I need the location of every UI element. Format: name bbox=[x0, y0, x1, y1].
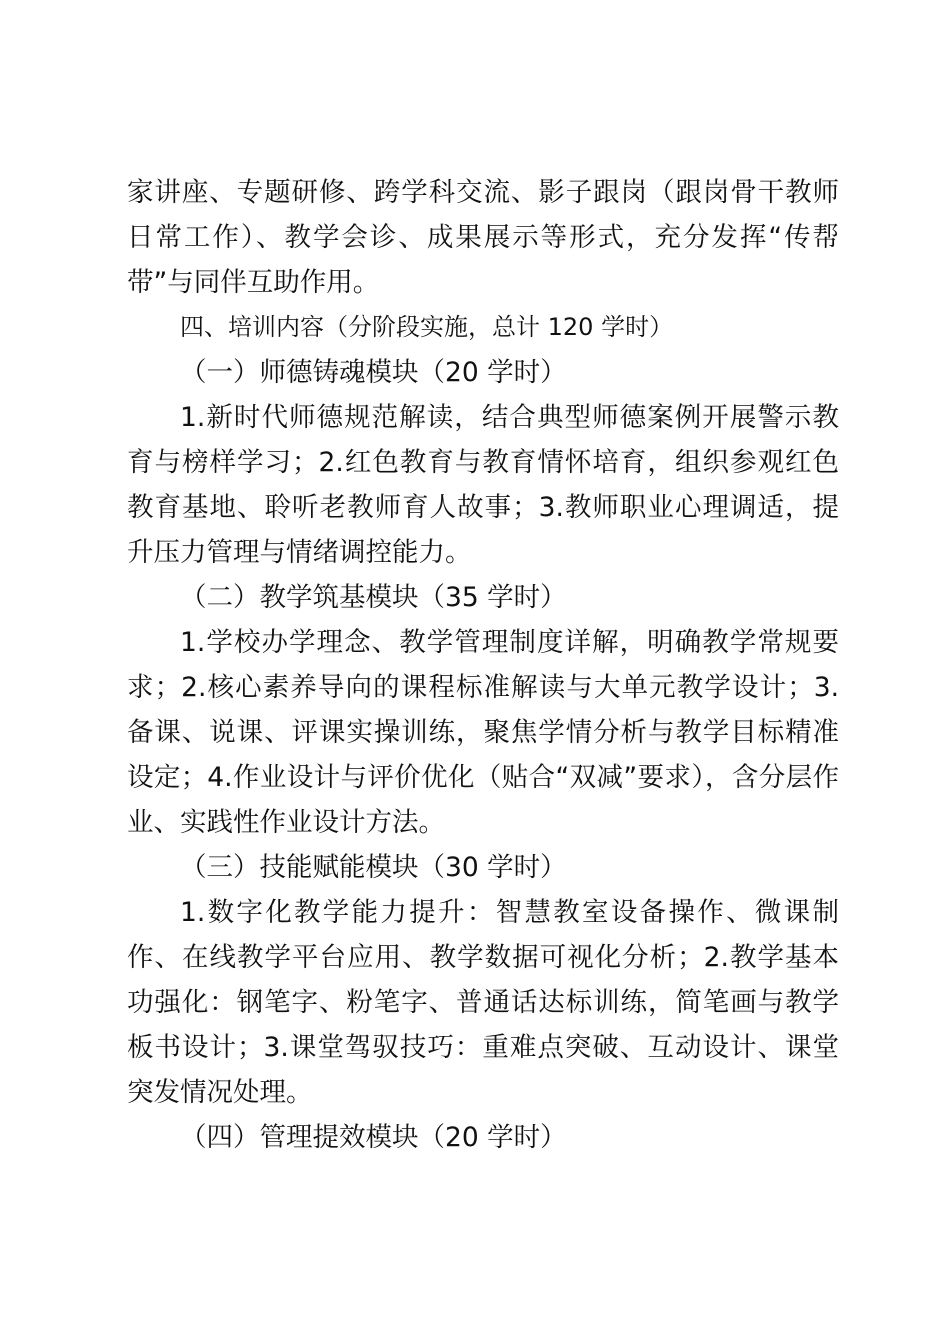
paragraph-skills-content: 1.数字化教学能力提升：智慧教室设备操作、微课制作、在线教学平台应用、教学数据可视化分析；2.教学基本功强化：钢笔字、粉笔字、普通话达标训练，简笔画与教学板书设计；3.课堂驾驭技巧：重难点突破、互动设计、课堂突发情况处理。 bbox=[127, 897, 839, 1108]
paragraph-ethics-content: 1.新时代师德规范解读，结合典型师德案例开展警示教育与榜样学习；2.红色教育与教育情怀培育，组织参观红色教育基地、聆听老教师育人故事；3.教师职业心理调适，提升压力管理与情绪调控能力。 bbox=[127, 402, 839, 568]
module-heading-management: （四）管理提效模块（20 学时） bbox=[180, 1122, 567, 1153]
document-body bbox=[127, 170, 839, 1160]
paragraph-teaching-content: 1.学校办学理念、教学管理制度详解，明确教学常规要求；2.核心素养导向的课程标准解读与大单元教学设计；3.备课、说课、评课实操训练，聚焦学情分析与教学目标精准设定；4.作业设计与评价优化（贴合“双减”要求），含分层作业、实践性作业设计方法。 bbox=[127, 627, 839, 838]
paragraph-training-forms: 家讲座、专题研修、跨学科交流、影子跟岗（跟岗骨干教师日常工作）、教学会诊、成果展示等形式，充分发挥“传帮带”与同伴互助作用。 bbox=[127, 177, 839, 298]
section-heading-training-content: 四、培训内容（分阶段实施，总计 120 学时） bbox=[180, 313, 674, 341]
module-heading-teaching: （二）教学筑基模块（35 学时） bbox=[180, 582, 567, 613]
module-heading-ethics: （一）师德铸魂模块（20 学时） bbox=[180, 357, 567, 388]
module-heading-skills: （三）技能赋能模块（30 学时） bbox=[180, 852, 567, 883]
